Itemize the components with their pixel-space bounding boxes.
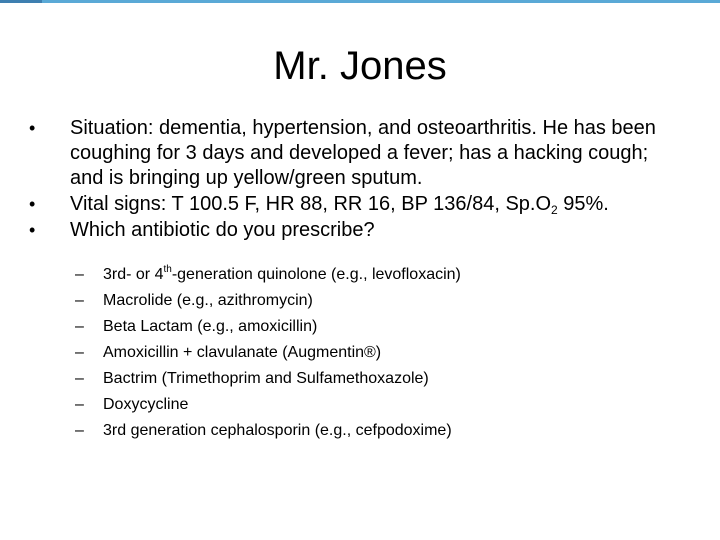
option-quinolone-superscript: th	[163, 264, 172, 275]
option-quinolone-suffix: -generation quinolone (e.g., levofloxacin)	[171, 266, 461, 283]
dash-marker: –	[75, 370, 84, 387]
bullet-marker: •	[29, 220, 36, 240]
bullet-marker: •	[29, 118, 36, 138]
bullet-situation-text: Situation: dementia, hypertension, and osteoarthritis. He has been coughing for 3 days and developed a fever; has a hacking cough; and is bringing up yellow/green sputum.	[70, 117, 656, 189]
option-beta-lactam-text: Beta Lactam (e.g., amoxicillin)	[103, 318, 318, 335]
option-augmentin-text: Amoxicillin + clavulanate (Augmentin®)	[103, 344, 382, 361]
option-macrolide-text: Macrolide (e.g., azithromycin)	[103, 292, 313, 309]
option-quinolone	[73, 262, 673, 288]
main-bullet-list	[27, 116, 687, 244]
dash-marker: –	[75, 396, 84, 413]
vital-signs-suffix: 95%.	[557, 193, 609, 215]
option-cephalosporin-text: 3rd generation cephalosporin (e.g., cefpodoxime)	[103, 422, 452, 439]
corner-accent-mark	[0, 0, 42, 3]
antibiotic-options-list	[73, 262, 673, 444]
dash-marker: –	[75, 422, 84, 439]
bullet-marker: •	[29, 194, 36, 214]
bullet-question	[27, 218, 687, 243]
option-cephalosporin	[73, 418, 673, 444]
option-doxycycline	[73, 392, 673, 418]
bullet-vital-signs-text	[70, 192, 687, 217]
dash-marker: –	[75, 292, 84, 309]
option-bactrim-text: Bactrim (Trimethoprim and Sulfamethoxazole)	[103, 370, 429, 387]
bullet-situation	[27, 116, 687, 191]
slide-title: Mr. Jones	[273, 44, 447, 88]
option-bactrim	[73, 366, 673, 392]
bullet-question-text: Which antibiotic do you prescribe?	[70, 219, 375, 241]
option-augmentin	[73, 340, 673, 366]
bullet-vital-signs	[27, 192, 687, 217]
option-quinolone-prefix: 3rd- or 4	[103, 266, 164, 283]
option-macrolide	[73, 288, 673, 314]
dash-marker: –	[75, 344, 84, 361]
option-doxycycline-text: Doxycycline	[103, 396, 189, 413]
top-accent-band	[0, 0, 720, 3]
vital-signs-prefix: Vital signs: T 100.5 F, HR 88, RR 16, BP 136/84, Sp.O	[70, 193, 552, 215]
dash-marker: –	[75, 318, 84, 335]
option-beta-lactam	[73, 314, 673, 340]
vital-signs-subscript: 2	[551, 203, 558, 217]
dash-marker: –	[75, 266, 84, 283]
